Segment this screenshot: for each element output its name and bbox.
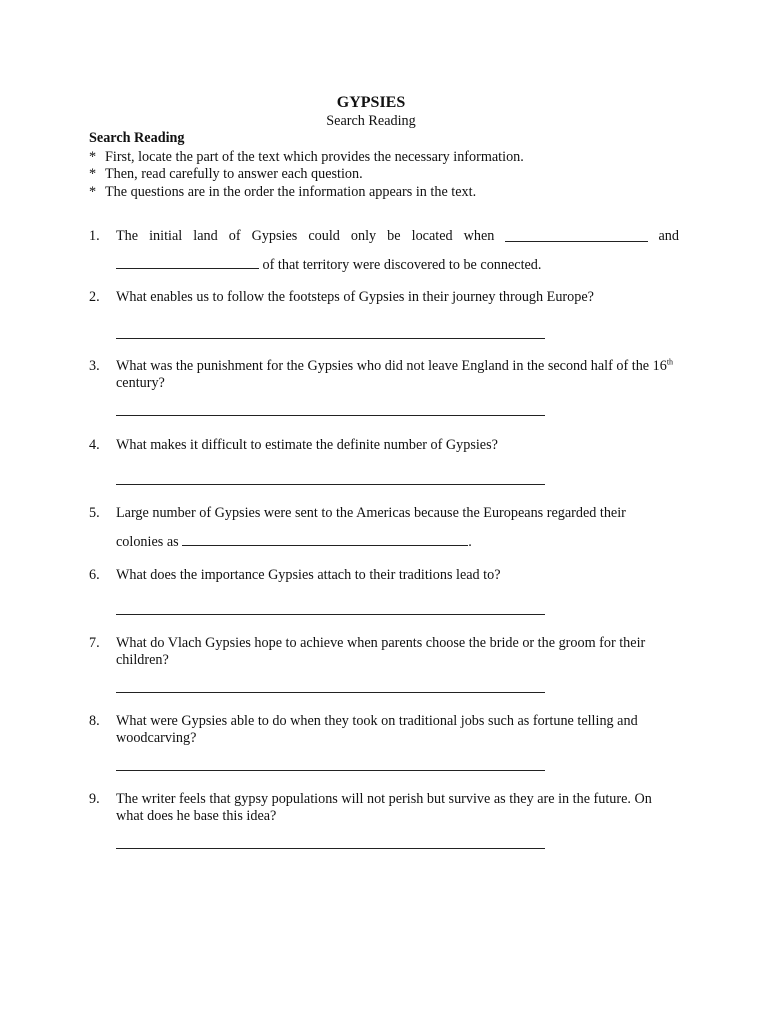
question-number: 5. xyxy=(89,505,100,521)
question-1-line-2 xyxy=(116,255,679,274)
answer-line-8[interactable] xyxy=(116,770,545,771)
question-text: What do Vlach Gypsies hope to achieve when parents choose the bride or the groom for their children? xyxy=(116,635,646,668)
answer-line-4[interactable] xyxy=(116,484,545,485)
question-number: 7. xyxy=(89,635,100,651)
instruction-item: * The questions are in the order the information appears in the text. xyxy=(89,184,477,200)
superscript: th xyxy=(666,357,674,367)
question-text: colonies as xyxy=(116,534,179,550)
question-text: What were Gypsies able to do when they took on traditional jobs such as fortune telling and woodcarving? xyxy=(116,713,638,746)
answer-blank-1b[interactable] xyxy=(116,255,259,269)
question-number: 8. xyxy=(89,713,100,729)
question-text: The writer feels that gypsy populations will not perish but survive as they are in the future. On what does he base this idea? xyxy=(116,791,652,824)
question-text: What was the punishment for the Gypsies who did not leave England in the second half of the 16th century? xyxy=(116,357,674,391)
answer-blank-1a[interactable] xyxy=(505,228,648,242)
answer-line-2[interactable] xyxy=(116,338,545,339)
answer-line-6[interactable] xyxy=(116,614,545,615)
question-text: What enables us to follow the footsteps of Gypsies in their journey through Europe? xyxy=(116,289,594,305)
question-text: of that territory were discovered to be connected. xyxy=(262,257,542,273)
question-text: What does the importance Gypsies attach to their traditions lead to? xyxy=(116,567,501,583)
question-1-line-1 xyxy=(116,228,679,245)
question-5-line-2: colonies as . xyxy=(116,534,472,550)
question-text: and xyxy=(658,228,679,244)
question-text: The initial land of Gypsies could only be located when xyxy=(116,228,495,244)
page-title: GYPSIES xyxy=(336,94,406,111)
instruction-item: * First, locate the part of the text which provides the necessary information. xyxy=(89,149,524,165)
bullet-star: * xyxy=(89,166,97,182)
answer-line-9[interactable] xyxy=(116,848,545,849)
instructions-heading: Search Reading xyxy=(89,130,185,146)
question-number: 9. xyxy=(89,791,100,807)
answer-line-3[interactable] xyxy=(116,415,545,416)
question-number: 4. xyxy=(89,437,100,453)
page-subtitle: Search Reading xyxy=(326,113,416,129)
question-number: 3. xyxy=(89,358,100,374)
question-text: What makes it difficult to estimate the definite number of Gypsies? xyxy=(116,437,498,453)
bullet-star: * xyxy=(89,149,97,165)
question-number: 1. xyxy=(89,228,100,244)
answer-line-7[interactable] xyxy=(116,692,545,693)
question-number: 2. xyxy=(89,289,100,305)
bullet-star: * xyxy=(89,184,97,200)
instruction-item: * Then, read carefully to answer each question. xyxy=(89,166,363,182)
answer-blank-5[interactable] xyxy=(182,532,468,546)
question-number: 6. xyxy=(89,567,100,583)
question-text: Large number of Gypsies were sent to the Americas because the Europeans regarded their xyxy=(116,505,626,521)
